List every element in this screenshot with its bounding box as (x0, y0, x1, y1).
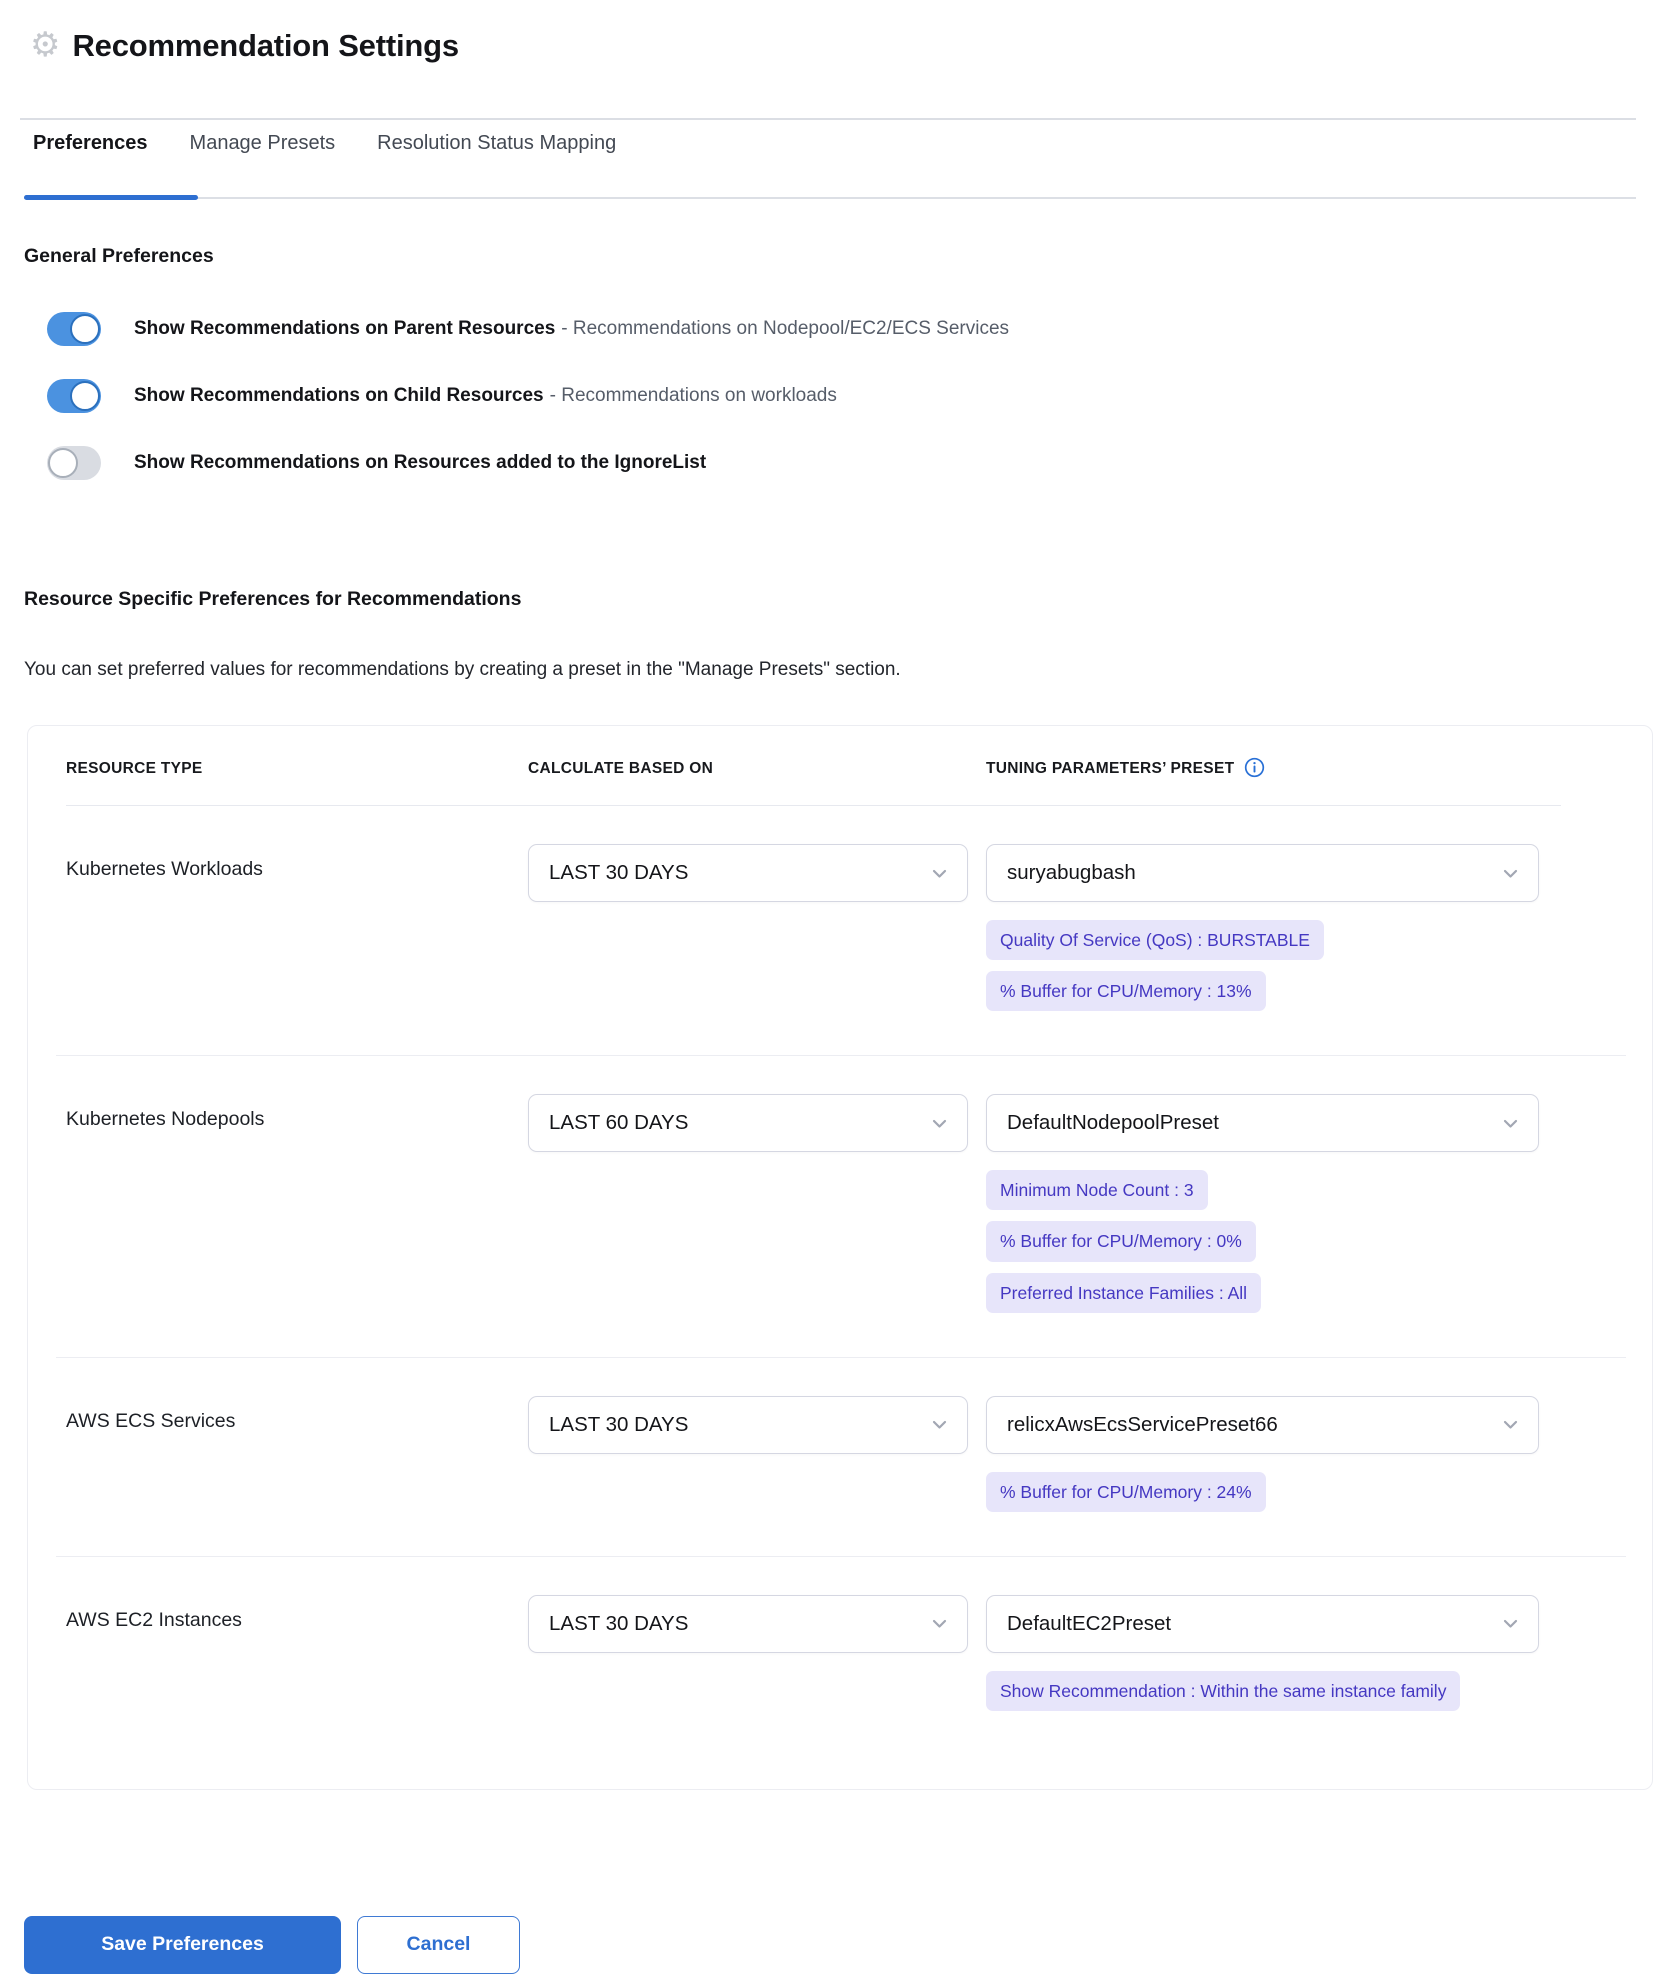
chevron-down-icon (1501, 1614, 1520, 1633)
resource-type-label: Kubernetes Nodepools (66, 1108, 265, 1131)
cancel-button[interactable]: Cancel (357, 1916, 520, 1974)
tuning-preset-select[interactable]: relicxAwsEcsServicePreset66 (986, 1396, 1539, 1454)
chevron-down-icon (1501, 1415, 1520, 1434)
toggle-knob (70, 381, 100, 411)
toggle-label: Show Recommendations on Child Resources (134, 384, 544, 406)
resource-type-label: Kubernetes Workloads (66, 858, 263, 880)
chevron-down-icon (930, 1614, 949, 1633)
preset-tag: Quality Of Service (QoS) : BURSTABLE (986, 920, 1324, 960)
toggle-list (47, 312, 1636, 480)
save-preferences-button[interactable]: Save Preferences (24, 1916, 341, 1974)
calculate-based-on-select[interactable]: LAST 30 DAYS (528, 1396, 968, 1454)
tab-preferences[interactable]: Preferences (33, 120, 148, 197)
column-header-tuning-preset (986, 726, 1561, 806)
chevron-down-icon (930, 1114, 949, 1133)
footer-actions (24, 1916, 1636, 1974)
tab-manage-presets[interactable]: Manage Presets (189, 132, 336, 154)
general-preferences-heading: General Preferences (24, 245, 214, 267)
page-title: Recommendation Settings (72, 28, 459, 63)
tuning-preset-select[interactable]: DefaultEC2Preset (986, 1595, 1539, 1653)
table-row (28, 1557, 1652, 1755)
tuning-preset-select[interactable]: DefaultNodepoolPreset (986, 1094, 1539, 1152)
table-header-row (28, 726, 1652, 806)
table-row (28, 806, 1652, 1055)
preset-tag-list (986, 920, 1539, 1011)
resource-preferences-table (27, 725, 1653, 1790)
tab-bar (24, 120, 1636, 199)
toggle-row (47, 312, 1636, 346)
table-row (28, 1056, 1652, 1356)
calculate-based-on-select[interactable]: LAST 30 DAYS (528, 1595, 968, 1653)
resource-type-label: AWS ECS Services (66, 1409, 236, 1432)
table-body (28, 806, 1652, 1755)
preset-tag-list (986, 1671, 1539, 1711)
toggle-label: Show Recommendations on Resources added to the IgnoreList (134, 451, 707, 473)
calculate-based-on-select[interactable]: LAST 30 DAYS (528, 844, 968, 902)
chevron-down-icon (930, 1415, 949, 1434)
chevron-down-icon (1501, 864, 1520, 883)
preset-tag: Minimum Node Count : 3 (986, 1170, 1208, 1210)
resource-preferences-note: You can set preferred values for recommendations by creating a preset in the "Manage Presets" section. (24, 659, 901, 680)
toggle-description: - Recommendations on workloads (549, 384, 837, 406)
preset-tag: Show Recommendation : Within the same instance family (986, 1671, 1460, 1711)
tuning-preset-select[interactable]: suryabugbash (986, 844, 1539, 902)
toggle-knob (48, 448, 78, 478)
tab-resolution-status-mapping[interactable]: Resolution Status Mapping (377, 132, 617, 154)
preset-tag: % Buffer for CPU/Memory : 0% (986, 1221, 1256, 1261)
preset-tag: Preferred Instance Families : All (986, 1273, 1261, 1313)
preset-tag: % Buffer for CPU/Memory : 13% (986, 971, 1266, 1011)
info-icon[interactable] (1244, 757, 1265, 778)
preset-tag-list (986, 1472, 1539, 1512)
toggle-label: Show Recommendations on Parent Resources (134, 317, 556, 339)
toggle-knob (70, 314, 100, 344)
column-header-tuning-preset-label: TUNING PARAMETERS’ PRESET (986, 759, 1235, 777)
toggle-row (47, 446, 1636, 480)
gear-icon: ⚙ (30, 26, 61, 64)
toggle-description: - Recommendations on Nodepool/EC2/ECS Services (561, 317, 1010, 339)
preset-tag-list (986, 1170, 1539, 1312)
toggle-switch[interactable] (47, 446, 101, 480)
column-header-resource-type: RESOURCE TYPE (66, 726, 528, 806)
toggle-switch[interactable] (47, 312, 101, 346)
toggle-row (47, 379, 1636, 413)
preset-tag: % Buffer for CPU/Memory : 24% (986, 1472, 1266, 1512)
calculate-based-on-select[interactable]: LAST 60 DAYS (528, 1094, 968, 1152)
toggle-switch[interactable] (47, 379, 101, 413)
resource-type-label: AWS EC2 Instances (66, 1608, 242, 1631)
resource-preferences-heading: Resource Specific Preferences for Recommendations (24, 588, 522, 610)
chevron-down-icon (1501, 1114, 1520, 1133)
column-header-calculate-based-on: CALCULATE BASED ON (528, 726, 986, 806)
chevron-down-icon (930, 864, 949, 883)
page-header (30, 28, 1636, 64)
table-row (28, 1358, 1652, 1556)
